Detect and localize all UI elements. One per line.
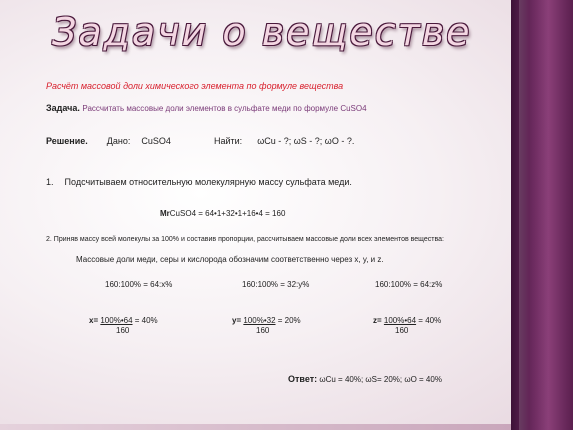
mr-prefix: Mr [160, 209, 170, 218]
solution-label: Решение. [46, 136, 88, 146]
result-z-value: = 40% [416, 316, 442, 325]
result-x-denominator: 160 [116, 326, 130, 335]
result-y-denominator: 160 [256, 326, 270, 335]
answer-label: Ответ: [288, 374, 318, 384]
task-line [46, 103, 367, 113]
find-value: ωCu - ?; ωS - ?; ωO - ?. [257, 136, 355, 146]
find-label: Найти: [214, 136, 243, 146]
decorative-side-band [511, 0, 573, 430]
proportion-x: 160:100% = 64:x% [105, 280, 173, 289]
answer-text: ωCu = 40%; ωS= 20%; ωO = 40% [319, 375, 442, 384]
result-x [89, 316, 158, 325]
step-2-text: 2. Приняв массу всей молекулы за 100% и составив пропорции, рассчитываем массовые доли всех элементов вещества: [46, 236, 444, 243]
result-x-value: = 40% [132, 316, 158, 325]
task-text: Рассчитать массовые доли элементов в сульфате меди по формуле CuSO4 [82, 104, 367, 113]
solution-line [46, 136, 171, 146]
given-label: Дано: [106, 136, 131, 146]
result-z-numerator: 100%•64 [383, 316, 417, 325]
result-y [232, 316, 301, 325]
result-y-var: y= [232, 316, 242, 325]
result-y-numerator: 100%•32 [243, 316, 276, 325]
result-z-denominator: 160 [395, 326, 409, 335]
molecular-mass-formula [160, 209, 285, 218]
answer-line [288, 374, 442, 384]
given-value: CuSO4 [141, 136, 171, 146]
result-x-numerator: 100%•64 [100, 316, 133, 325]
result-y-value: = 20% [275, 316, 301, 325]
mr-formula: CuSO4 = 64•1+32•1+16•4 = 160 [169, 209, 286, 218]
step-2-note: Массовые доли меди, серы и кислорода обозначим соответственно через x, y, и z. [76, 255, 384, 264]
step-1-text: Подсчитываем относительную молекулярную массу сульфата меди. [64, 177, 352, 187]
step-1-number: 1. [46, 177, 54, 187]
decorative-bottom-strip [0, 424, 511, 430]
result-z [373, 316, 441, 325]
step-1 [46, 177, 352, 187]
proportion-y: 160:100% = 32:y% [242, 280, 310, 289]
proportion-z: 160:100% = 64:z% [375, 280, 443, 289]
result-x-var: x= [89, 316, 99, 325]
slide-title: Задачи о веществе [52, 10, 472, 54]
find-line [214, 136, 354, 146]
task-label: Задача. [46, 103, 80, 113]
slide-subtitle: Расчёт массовой доли химического элемента по формуле вещества [46, 81, 344, 91]
result-z-var: z= [373, 316, 382, 325]
